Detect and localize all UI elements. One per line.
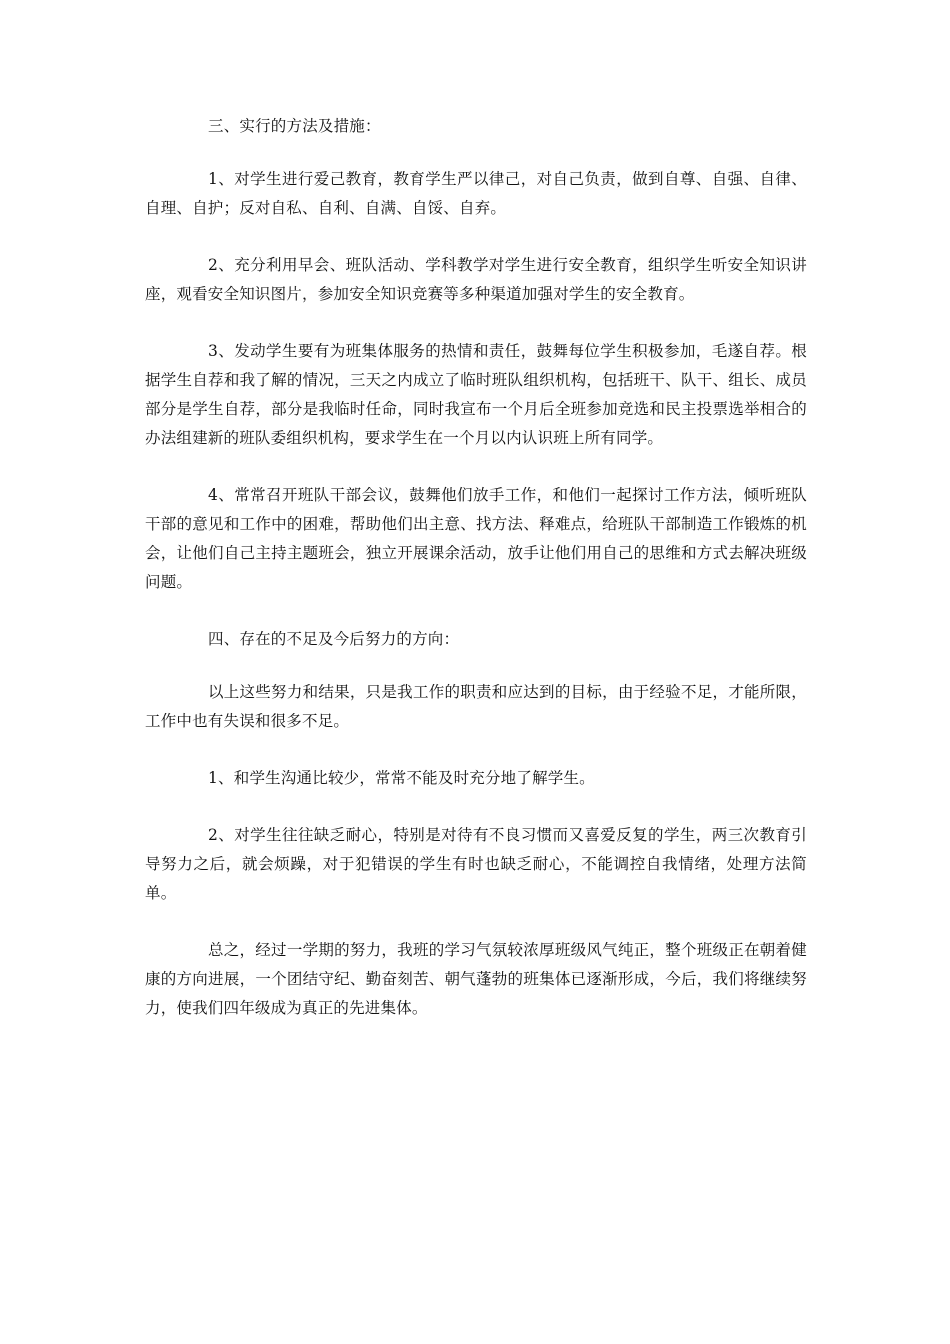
paragraph-method-4: 4、常常召开班队干部会议，鼓舞他们放手工作，和他们一起探讨工作方法，倾听班队干部的意见和工作中的困难，帮助他们出主意、找方法、释难点，给班队干部制造工作锻炼的机会，让他们自己主持主题班会，独立开展课余活动，放手让他们用自己的思维和方式去解决班级问题。 [145,486,807,591]
paragraph-method-2: 2、充分利用早会、班队活动、学科教学对学生进行安全教育，组织学生听安全知识讲座，观看安全知识图片，参加安全知识竞赛等多种渠道加强对学生的安全教育。 [145,256,807,303]
paragraph-method-3: 3、发动学生要有为班集体服务的热情和责任，鼓舞每位学生积极参加，毛遂自荐。根据学生自荐和我了解的情况，三天之内成立了临时班队组织机构，包括班干、队干、组长、成员部分是学生自荐，部分是我临时任命，同时我宣布一个月后全班参加竞选和民主投票选举相合的办法组建新的班队委组织机构，要求学生在一个月以内认识班上所有同学。 [145,342,807,447]
document-body [145,112,807,1051]
paragraph-shortcoming-1: 1、和学生沟通比较少，常常不能及时充分地了解学生。 [208,769,595,787]
paragraph-shortcomings-intro: 以上这些努力和结果，只是我工作的职责和应达到的目标，由于经验不足，才能所限，工作中也有失误和很多不足。 [145,683,807,730]
paragraph-method-1: 1、对学生进行爱己教育，教育学生严以律己，对自己负责，做到自尊、自强、自律、自理、自护；反对自私、自利、自满、自馁、自弃。 [145,170,807,217]
section-heading-shortcomings: 四、存在的不足及今后努力的方向： [208,630,460,648]
paragraph-shortcoming-2: 2、对学生往往缺乏耐心，特别是对待有不良习惯而又喜爱反复的学生，两三次教育引导努力之后，就会烦躁，对于犯错误的学生有时也缺乏耐心，不能调控自我情绪，处理方法简单。 [145,826,807,902]
section-heading-methods: 三、实行的方法及措施： [208,117,381,135]
paragraph-conclusion: 总之，经过一学期的努力，我班的学习气氛较浓厚班级风气纯正，整个班级正在朝着健康的方向进展，一个团结守纪、勤奋刻苦、朝气蓬勃的班集体已逐渐形成，今后，我们将继续努力，使我们四年级成为真正的先进集体。 [145,941,807,1017]
